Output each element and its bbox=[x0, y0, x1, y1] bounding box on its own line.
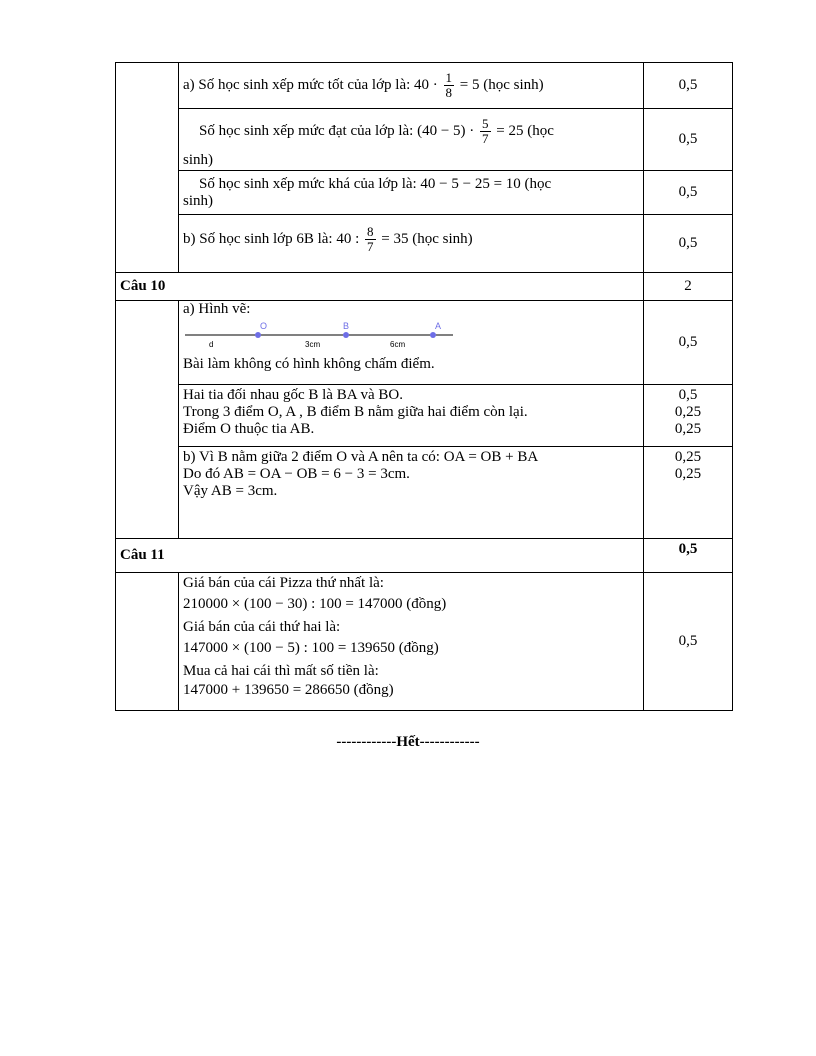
table-row bbox=[116, 573, 733, 711]
answer-cell bbox=[179, 573, 644, 711]
table-row bbox=[116, 273, 733, 301]
answer-text: sinh) bbox=[183, 192, 213, 209]
answer-text: sinh) bbox=[183, 152, 213, 168]
answer-text: b) Vì B nằm giữa 2 điểm O và A nên ta có: OA = OB + BA bbox=[183, 449, 539, 465]
score-value: 0,5 bbox=[678, 387, 698, 403]
answer-text: Do đó AB = OA − OB = 6 − 3 = 3cm. bbox=[183, 466, 410, 482]
answer-text: Vậy AB = 3cm. bbox=[183, 483, 278, 499]
answer-cell bbox=[179, 109, 644, 171]
table-row bbox=[116, 215, 733, 273]
answer-text: b) Số học sinh lớp 6B là: 40 : bbox=[183, 230, 360, 247]
answer-text: a) Số học sinh xếp mức tốt của lớp là: 40 · bbox=[183, 76, 438, 93]
point-a-label: A bbox=[435, 321, 442, 331]
segment-label: 6cm bbox=[390, 340, 406, 349]
line-segment-diagram bbox=[183, 320, 483, 350]
answer-text: = 35 (học sinh) bbox=[381, 230, 473, 247]
score-cell: 0,5 bbox=[644, 573, 733, 711]
answer-text: Giá bán của cái thứ hai là: bbox=[183, 619, 341, 635]
score-value: 0,25 bbox=[674, 404, 702, 420]
score-cell: 0,5 bbox=[644, 63, 733, 109]
answer-text: 147000 + 139650 = 286650 (đồng) bbox=[183, 682, 394, 698]
answer-cell bbox=[179, 385, 644, 447]
end-marker: ------------Hết------------ bbox=[336, 734, 480, 750]
answer-text: = 25 (học bbox=[496, 122, 554, 139]
question-cell-empty bbox=[116, 63, 179, 273]
table-row bbox=[116, 539, 733, 573]
question-label: Câu 10 bbox=[116, 273, 644, 301]
score-cell: 0,5 bbox=[644, 171, 733, 215]
answer-table bbox=[115, 62, 733, 711]
score-value: 0,25 bbox=[674, 421, 702, 437]
score-cell bbox=[644, 447, 733, 539]
fraction bbox=[444, 71, 455, 100]
answer-cell bbox=[179, 63, 644, 109]
table-row bbox=[116, 301, 733, 385]
answer-cell bbox=[179, 301, 644, 385]
fraction bbox=[365, 225, 376, 254]
table-row bbox=[116, 63, 733, 109]
score-cell: 0,5 bbox=[644, 215, 733, 273]
table-row bbox=[116, 171, 733, 215]
line-label: d bbox=[209, 340, 214, 349]
segment-label: 3cm bbox=[305, 340, 321, 349]
score-cell: 0,5 bbox=[644, 301, 733, 385]
answer-text: Điểm O thuộc tia AB. bbox=[183, 421, 315, 437]
fraction-denominator: 7 bbox=[367, 239, 374, 254]
score-cell bbox=[644, 385, 733, 447]
table-row bbox=[116, 447, 733, 539]
question-label: Câu 11 bbox=[116, 539, 644, 573]
point-b bbox=[343, 332, 349, 338]
question-cell-empty bbox=[116, 573, 179, 711]
answer-text: Hai tia đối nhau gốc B là BA và BO. bbox=[183, 387, 403, 403]
table-row bbox=[116, 385, 733, 447]
answer-text: 147000 × (100 − 5) : 100 = 139650 (đồng) bbox=[183, 640, 439, 656]
answer-cell bbox=[179, 171, 644, 215]
answer-text: a) Hình vẽ: bbox=[183, 301, 251, 317]
score-cell: 0,5 bbox=[644, 539, 733, 573]
point-o bbox=[255, 332, 261, 338]
fraction-denominator: 8 bbox=[445, 85, 453, 100]
question-cell-empty bbox=[116, 301, 179, 539]
fraction bbox=[480, 117, 491, 146]
fraction-numerator: 1 bbox=[445, 70, 453, 85]
table-row bbox=[116, 109, 733, 171]
answer-text: Trong 3 điểm O, A , B điểm B nằm giữa hai điểm còn lại. bbox=[183, 404, 528, 420]
answer-text: 210000 × (100 − 30) : 100 = 147000 (đồng) bbox=[183, 596, 447, 612]
point-a bbox=[430, 332, 436, 338]
answer-cell bbox=[179, 215, 644, 273]
fraction-denominator: 7 bbox=[482, 131, 489, 146]
score-value: 0,25 bbox=[674, 466, 702, 482]
answer-text: Số học sinh xếp mức đạt của lớp là: (40 − 5) · bbox=[199, 122, 475, 139]
point-b-label: B bbox=[343, 321, 350, 331]
answer-text: Giá bán của cái Pizza thứ nhất là: bbox=[183, 575, 384, 591]
fraction-numerator: 5 bbox=[482, 116, 489, 131]
answer-text: = 5 (học sinh) bbox=[459, 76, 544, 93]
score-cell: 2 bbox=[644, 273, 733, 301]
answer-table-container bbox=[115, 62, 732, 711]
answer-text: Số học sinh xếp mức khá của lớp là: 40 − 5 − 25 = 10 (học bbox=[199, 175, 552, 192]
answer-cell bbox=[179, 447, 644, 539]
answer-text: Bài làm không có hình không chấm điểm. bbox=[183, 356, 435, 372]
fraction-numerator: 8 bbox=[367, 224, 374, 239]
point-o-label: O bbox=[260, 321, 268, 331]
score-value: 0,25 bbox=[674, 449, 702, 465]
score-cell: 0,5 bbox=[644, 109, 733, 171]
answer-text: Mua cả hai cái thì mất số tiền là: bbox=[183, 663, 379, 679]
